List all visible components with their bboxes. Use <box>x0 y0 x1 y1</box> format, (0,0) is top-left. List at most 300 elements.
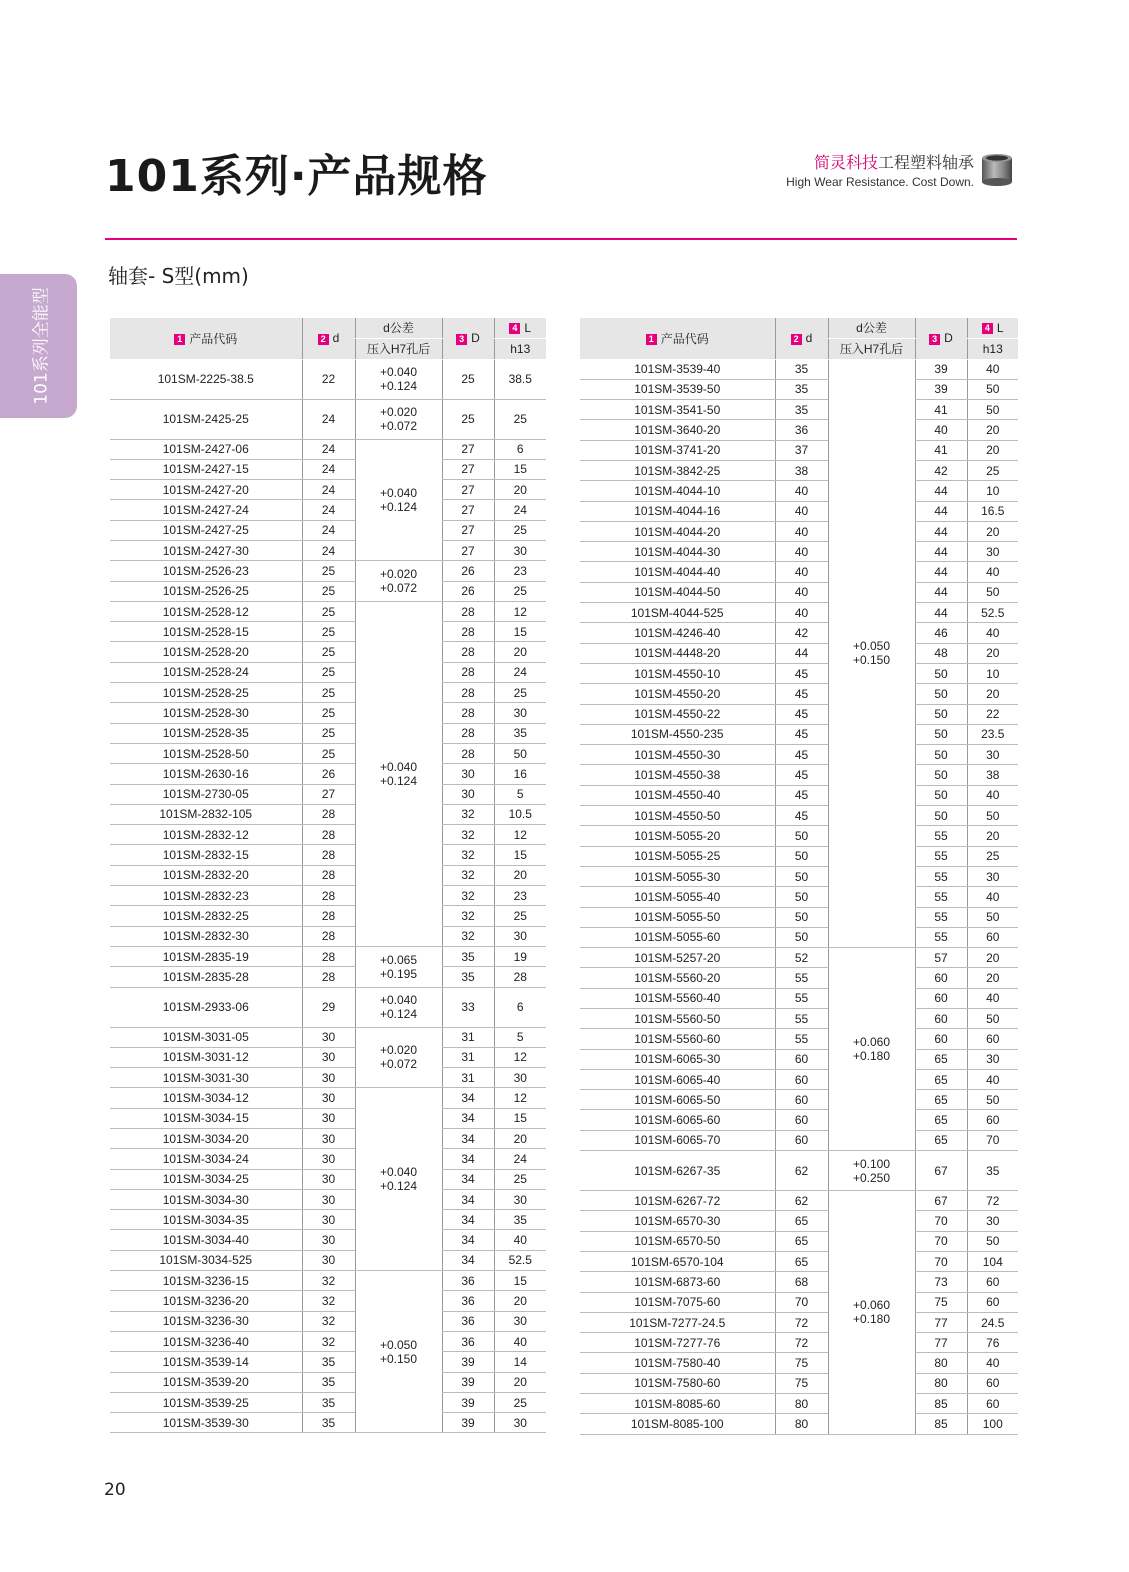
tolerance-cell: +0.020 +0.072 <box>355 561 442 602</box>
d-cell: 50 <box>775 887 828 907</box>
D-cell: 42 <box>915 460 967 480</box>
d-cell: 25 <box>302 683 355 703</box>
tolerance-cell: +0.065 +0.195 <box>355 946 442 987</box>
L-cell: 72 <box>967 1191 1018 1211</box>
L-cell: 50 <box>967 806 1018 826</box>
product-code-cell: 101SM-2427-24 <box>110 500 302 520</box>
product-code-cell: 101SM-6065-60 <box>580 1110 775 1130</box>
table-row <box>580 1251 1018 1271</box>
table-row <box>110 1189 546 1209</box>
product-code-cell: 101SM-5055-60 <box>580 927 775 947</box>
product-code-cell: 101SM-4550-10 <box>580 663 775 683</box>
table-row <box>110 1027 546 1047</box>
table-row <box>110 784 546 804</box>
D-cell: 60 <box>915 968 967 988</box>
table-row <box>580 1110 1018 1130</box>
product-code-cell: 101SM-5560-50 <box>580 1009 775 1029</box>
product-code-cell: 101SM-4044-40 <box>580 562 775 582</box>
table-row <box>110 1352 546 1372</box>
d-cell: 28 <box>302 825 355 845</box>
tolerance-cell: +0.040 +0.124 <box>355 439 442 561</box>
D-cell: 70 <box>915 1211 967 1231</box>
product-code-cell: 101SM-4448-20 <box>580 643 775 663</box>
D-cell: 80 <box>915 1353 967 1373</box>
table-row <box>110 561 546 581</box>
D-cell: 39 <box>442 1413 494 1433</box>
table-row <box>580 785 1018 805</box>
L-cell: 30 <box>967 745 1018 765</box>
d-cell: 28 <box>302 845 355 865</box>
L-cell: 38 <box>967 765 1018 785</box>
table-row <box>580 1211 1018 1231</box>
tolerance-cell: +0.060 +0.180 <box>828 1191 915 1435</box>
product-code-cell: 101SM-5560-40 <box>580 988 775 1008</box>
product-code-cell: 101SM-3842-25 <box>580 460 775 480</box>
D-cell: 36 <box>442 1291 494 1311</box>
tolerance-cell: +0.020 +0.072 <box>355 1027 442 1088</box>
D-cell: 32 <box>442 804 494 824</box>
table-row <box>110 683 546 703</box>
D-cell: 34 <box>442 1088 494 1108</box>
table-row <box>110 480 546 500</box>
D-cell: 28 <box>442 622 494 642</box>
d-cell: 40 <box>775 481 828 501</box>
product-code-cell: 101SM-6570-50 <box>580 1231 775 1251</box>
L-cell: 20 <box>494 1291 546 1311</box>
product-code-cell: 101SM-5055-40 <box>580 887 775 907</box>
D-cell: 67 <box>915 1191 967 1211</box>
d-cell: 50 <box>775 866 828 886</box>
D-cell: 28 <box>442 723 494 743</box>
table-row <box>110 439 546 459</box>
D-cell: 77 <box>915 1312 967 1332</box>
L-cell: 30 <box>967 866 1018 886</box>
table-row <box>110 459 546 479</box>
d-cell: 45 <box>775 745 828 765</box>
header-L: 4 L <box>494 318 546 338</box>
d-cell: 32 <box>302 1331 355 1351</box>
D-cell: 27 <box>442 459 494 479</box>
L-cell: 28 <box>494 967 546 987</box>
table-row <box>110 967 546 987</box>
L-cell: 40 <box>967 562 1018 582</box>
d-cell: 36 <box>775 420 828 440</box>
L-cell: 20 <box>494 1372 546 1392</box>
d-cell: 32 <box>302 1271 355 1291</box>
d-cell: 25 <box>302 723 355 743</box>
D-cell: 48 <box>915 643 967 663</box>
table-row <box>580 806 1018 826</box>
d-cell: 30 <box>302 1169 355 1189</box>
tolerance-cell: +0.060 +0.180 <box>828 948 915 1151</box>
d-cell: 80 <box>775 1394 828 1414</box>
d-cell: 22 <box>302 359 355 399</box>
table-row <box>580 968 1018 988</box>
product-code-cell: 101SM-5257-20 <box>580 948 775 968</box>
d-cell: 55 <box>775 988 828 1008</box>
product-code-cell: 101SM-3236-20 <box>110 1291 302 1311</box>
d-cell: 55 <box>775 1029 828 1049</box>
header-d: 2 d <box>302 318 355 359</box>
d-cell: 32 <box>302 1291 355 1311</box>
d-cell: 24 <box>302 500 355 520</box>
D-cell: 27 <box>442 439 494 459</box>
d-cell: 75 <box>775 1373 828 1393</box>
d-cell: 62 <box>775 1191 828 1211</box>
L-cell: 60 <box>967 1394 1018 1414</box>
L-cell: 50 <box>967 582 1018 602</box>
table-row <box>110 500 546 520</box>
D-cell: 60 <box>915 988 967 1008</box>
product-code-cell: 101SM-7277-24.5 <box>580 1312 775 1332</box>
L-cell: 25 <box>494 399 546 439</box>
table-row <box>110 1068 546 1088</box>
d-cell: 25 <box>302 703 355 723</box>
table-row <box>110 845 546 865</box>
header-L-sub: h13 <box>967 338 1018 359</box>
d-cell: 32 <box>302 1311 355 1331</box>
D-cell: 36 <box>442 1331 494 1351</box>
L-cell: 40 <box>494 1331 546 1351</box>
product-code-cell: 101SM-2427-15 <box>110 459 302 479</box>
table-row <box>110 1291 546 1311</box>
d-cell: 45 <box>775 785 828 805</box>
D-cell: 65 <box>915 1090 967 1110</box>
d-cell: 28 <box>302 804 355 824</box>
table-row <box>580 1009 1018 1029</box>
table-row <box>580 1292 1018 1312</box>
L-cell: 25 <box>494 520 546 540</box>
L-cell: 60 <box>967 1029 1018 1049</box>
table-row <box>110 581 546 601</box>
product-code-cell: 101SM-6065-70 <box>580 1130 775 1150</box>
L-cell: 20 <box>967 826 1018 846</box>
tolerance-cell: +0.040 +0.124 <box>355 359 442 399</box>
table-row <box>110 1047 546 1067</box>
table-row <box>580 440 1018 460</box>
D-cell: 75 <box>915 1292 967 1312</box>
L-cell: 50 <box>967 907 1018 927</box>
D-cell: 31 <box>442 1047 494 1067</box>
page-number: 20 <box>104 1480 126 1500</box>
product-code-cell: 101SM-3034-30 <box>110 1189 302 1209</box>
product-code-cell: 101SM-3031-05 <box>110 1027 302 1047</box>
D-cell: 50 <box>915 785 967 805</box>
D-cell: 80 <box>915 1373 967 1393</box>
L-cell: 104 <box>967 1251 1018 1271</box>
d-cell: 28 <box>302 886 355 906</box>
product-code-cell: 101SM-2528-24 <box>110 662 302 682</box>
D-cell: 50 <box>915 745 967 765</box>
d-cell: 62 <box>775 1151 828 1191</box>
L-cell: 52.5 <box>494 1250 546 1270</box>
table-row <box>110 804 546 824</box>
D-cell: 60 <box>915 1029 967 1049</box>
header-tol-sub: 压入H7孔后 <box>355 338 442 359</box>
D-cell: 44 <box>915 562 967 582</box>
product-code-cell: 101SM-3034-24 <box>110 1149 302 1169</box>
D-cell: 39 <box>915 379 967 399</box>
L-cell: 50 <box>967 400 1018 420</box>
L-cell: 40 <box>967 785 1018 805</box>
D-cell: 40 <box>915 420 967 440</box>
L-cell: 50 <box>967 1090 1018 1110</box>
D-cell: 36 <box>442 1271 494 1291</box>
table-row <box>110 926 546 946</box>
L-cell: 30 <box>494 1068 546 1088</box>
spec-table-left <box>110 318 546 1433</box>
d-cell: 45 <box>775 684 828 704</box>
product-code-cell: 101SM-4550-20 <box>580 684 775 704</box>
table-row <box>580 887 1018 907</box>
d-cell: 60 <box>775 1090 828 1110</box>
d-cell: 40 <box>775 501 828 521</box>
d-cell: 27 <box>302 784 355 804</box>
product-code-cell: 101SM-5055-30 <box>580 866 775 886</box>
table-row <box>110 886 546 906</box>
d-cell: 25 <box>302 601 355 621</box>
D-cell: 70 <box>915 1231 967 1251</box>
tolerance-cell: +0.040 +0.124 <box>355 987 442 1027</box>
D-cell: 55 <box>915 826 967 846</box>
product-code-cell: 101SM-4550-235 <box>580 724 775 744</box>
D-cell: 30 <box>442 784 494 804</box>
product-code-cell: 101SM-2528-50 <box>110 743 302 763</box>
D-cell: 33 <box>442 987 494 1027</box>
table-row <box>110 1169 546 1189</box>
table-row <box>580 1049 1018 1069</box>
L-cell: 10.5 <box>494 804 546 824</box>
d-cell: 45 <box>775 806 828 826</box>
product-code-cell: 101SM-2427-20 <box>110 480 302 500</box>
table-row <box>580 846 1018 866</box>
L-cell: 5 <box>494 1027 546 1047</box>
L-cell: 30 <box>494 703 546 723</box>
D-cell: 31 <box>442 1068 494 1088</box>
product-code-cell: 101SM-3236-15 <box>110 1271 302 1291</box>
table-row <box>110 946 546 966</box>
d-cell: 55 <box>775 968 828 988</box>
table-row <box>110 723 546 743</box>
product-code-cell: 101SM-5055-25 <box>580 846 775 866</box>
table-row <box>580 623 1018 643</box>
D-cell: 30 <box>442 764 494 784</box>
product-code-cell: 101SM-6267-35 <box>580 1151 775 1191</box>
D-cell: 27 <box>442 480 494 500</box>
L-cell: 40 <box>967 887 1018 907</box>
d-cell: 35 <box>775 359 828 379</box>
L-cell: 15 <box>494 459 546 479</box>
d-cell: 30 <box>302 1210 355 1230</box>
spec-table-right <box>580 318 1018 1435</box>
product-code-cell: 101SM-7580-40 <box>580 1353 775 1373</box>
tolerance-cell: +0.100 +0.250 <box>828 1151 915 1191</box>
table-row <box>580 684 1018 704</box>
header-D: 3 D <box>442 318 494 359</box>
table-row <box>580 501 1018 521</box>
D-cell: 50 <box>915 663 967 683</box>
table-row <box>580 1312 1018 1332</box>
D-cell: 44 <box>915 603 967 623</box>
product-code-cell: 101SM-3541-50 <box>580 400 775 420</box>
table-row <box>580 765 1018 785</box>
header-D: 3 D <box>915 318 967 359</box>
d-cell: 60 <box>775 1110 828 1130</box>
D-cell: 65 <box>915 1130 967 1150</box>
d-cell: 40 <box>775 582 828 602</box>
product-code-cell: 101SM-2528-35 <box>110 723 302 743</box>
L-cell: 14 <box>494 1352 546 1372</box>
L-cell: 30 <box>494 540 546 560</box>
d-cell: 30 <box>302 1250 355 1270</box>
tolerance-cell: +0.050 +0.150 <box>828 359 915 948</box>
product-code-cell: 101SM-6570-30 <box>580 1211 775 1231</box>
table-row <box>580 359 1018 379</box>
D-cell: 44 <box>915 542 967 562</box>
product-code-cell: 101SM-3236-40 <box>110 1331 302 1351</box>
d-cell: 42 <box>775 623 828 643</box>
D-cell: 65 <box>915 1069 967 1089</box>
d-cell: 50 <box>775 826 828 846</box>
D-cell: 28 <box>442 601 494 621</box>
L-cell: 35 <box>494 1210 546 1230</box>
d-cell: 38 <box>775 460 828 480</box>
d-cell: 28 <box>302 946 355 966</box>
L-cell: 20 <box>967 420 1018 440</box>
L-cell: 12 <box>494 1047 546 1067</box>
L-cell: 30 <box>494 1189 546 1209</box>
product-code-cell: 101SM-4044-50 <box>580 582 775 602</box>
table-row <box>580 1130 1018 1150</box>
D-cell: 50 <box>915 704 967 724</box>
product-code-cell: 101SM-3034-35 <box>110 1210 302 1230</box>
d-cell: 25 <box>302 561 355 581</box>
L-cell: 40 <box>967 988 1018 1008</box>
D-cell: 28 <box>442 662 494 682</box>
L-cell: 15 <box>494 622 546 642</box>
brand-name-product: 工程塑料轴承 <box>877 153 974 172</box>
table-row <box>110 1413 546 1433</box>
product-code-cell: 101SM-4550-30 <box>580 745 775 765</box>
D-cell: 26 <box>442 561 494 581</box>
product-code-cell: 101SM-3034-40 <box>110 1230 302 1250</box>
d-cell: 35 <box>775 379 828 399</box>
D-cell: 60 <box>915 1009 967 1029</box>
D-cell: 85 <box>915 1414 967 1434</box>
L-cell: 16 <box>494 764 546 784</box>
table-row <box>110 399 546 439</box>
d-cell: 35 <box>302 1372 355 1392</box>
d-cell: 37 <box>775 440 828 460</box>
d-cell: 24 <box>302 439 355 459</box>
L-cell: 20 <box>494 480 546 500</box>
D-cell: 39 <box>442 1392 494 1412</box>
D-cell: 25 <box>442 399 494 439</box>
d-cell: 30 <box>302 1047 355 1067</box>
D-cell: 77 <box>915 1333 967 1353</box>
d-cell: 29 <box>302 987 355 1027</box>
table-row <box>110 1331 546 1351</box>
d-cell: 24 <box>302 520 355 540</box>
d-cell: 65 <box>775 1251 828 1271</box>
product-code-cell: 101SM-6267-72 <box>580 1191 775 1211</box>
product-code-cell: 101SM-6570-104 <box>580 1251 775 1271</box>
L-cell: 30 <box>494 1311 546 1331</box>
table-row <box>580 1414 1018 1434</box>
product-code-cell: 101SM-2528-12 <box>110 601 302 621</box>
header-tol: d公差 <box>355 318 442 338</box>
table-row <box>110 1372 546 1392</box>
L-cell: 20 <box>967 521 1018 541</box>
table-row <box>580 866 1018 886</box>
L-cell: 20 <box>494 1129 546 1149</box>
D-cell: 50 <box>915 806 967 826</box>
d-cell: 30 <box>302 1230 355 1250</box>
table-row <box>110 1392 546 1412</box>
product-code-cell: 101SM-2835-19 <box>110 946 302 966</box>
product-code-cell: 101SM-6065-50 <box>580 1090 775 1110</box>
table-row <box>580 481 1018 501</box>
table-row <box>110 764 546 784</box>
D-cell: 34 <box>442 1149 494 1169</box>
table-row <box>580 745 1018 765</box>
L-cell: 40 <box>967 623 1018 643</box>
product-code-cell: 101SM-4044-20 <box>580 521 775 541</box>
product-code-cell: 101SM-3741-20 <box>580 440 775 460</box>
product-code-cell: 101SM-3539-25 <box>110 1392 302 1412</box>
product-code-cell: 101SM-8085-60 <box>580 1394 775 1414</box>
product-code-cell: 101SM-2526-23 <box>110 561 302 581</box>
product-code-cell: 101SM-3640-20 <box>580 420 775 440</box>
product-code-cell: 101SM-5560-20 <box>580 968 775 988</box>
D-cell: 44 <box>915 521 967 541</box>
d-cell: 28 <box>302 967 355 987</box>
d-cell: 50 <box>775 846 828 866</box>
d-cell: 45 <box>775 663 828 683</box>
d-cell: 28 <box>302 865 355 885</box>
L-cell: 60 <box>967 1110 1018 1130</box>
table-row <box>110 540 546 560</box>
d-cell: 80 <box>775 1414 828 1434</box>
table-row <box>580 1394 1018 1414</box>
d-cell: 75 <box>775 1353 828 1373</box>
L-cell: 60 <box>967 1292 1018 1312</box>
product-code-cell: 101SM-3031-30 <box>110 1068 302 1088</box>
L-cell: 50 <box>967 379 1018 399</box>
table-row <box>110 601 546 621</box>
product-code-cell: 101SM-2832-20 <box>110 865 302 885</box>
L-cell: 20 <box>494 642 546 662</box>
table-row <box>580 542 1018 562</box>
L-cell: 19 <box>494 946 546 966</box>
d-cell: 45 <box>775 724 828 744</box>
product-code-cell: 101SM-4550-22 <box>580 704 775 724</box>
table-row <box>580 988 1018 1008</box>
table-row <box>580 521 1018 541</box>
header-divider <box>105 238 1017 240</box>
table-row <box>110 906 546 926</box>
L-cell: 25 <box>494 683 546 703</box>
product-code-cell: 101SM-3034-15 <box>110 1108 302 1128</box>
D-cell: 32 <box>442 926 494 946</box>
product-code-cell: 101SM-6873-60 <box>580 1272 775 1292</box>
D-cell: 44 <box>915 582 967 602</box>
table-row <box>110 662 546 682</box>
table-row <box>580 420 1018 440</box>
d-cell: 24 <box>302 459 355 479</box>
L-cell: 30 <box>967 1049 1018 1069</box>
product-code-cell: 101SM-8085-100 <box>580 1414 775 1434</box>
